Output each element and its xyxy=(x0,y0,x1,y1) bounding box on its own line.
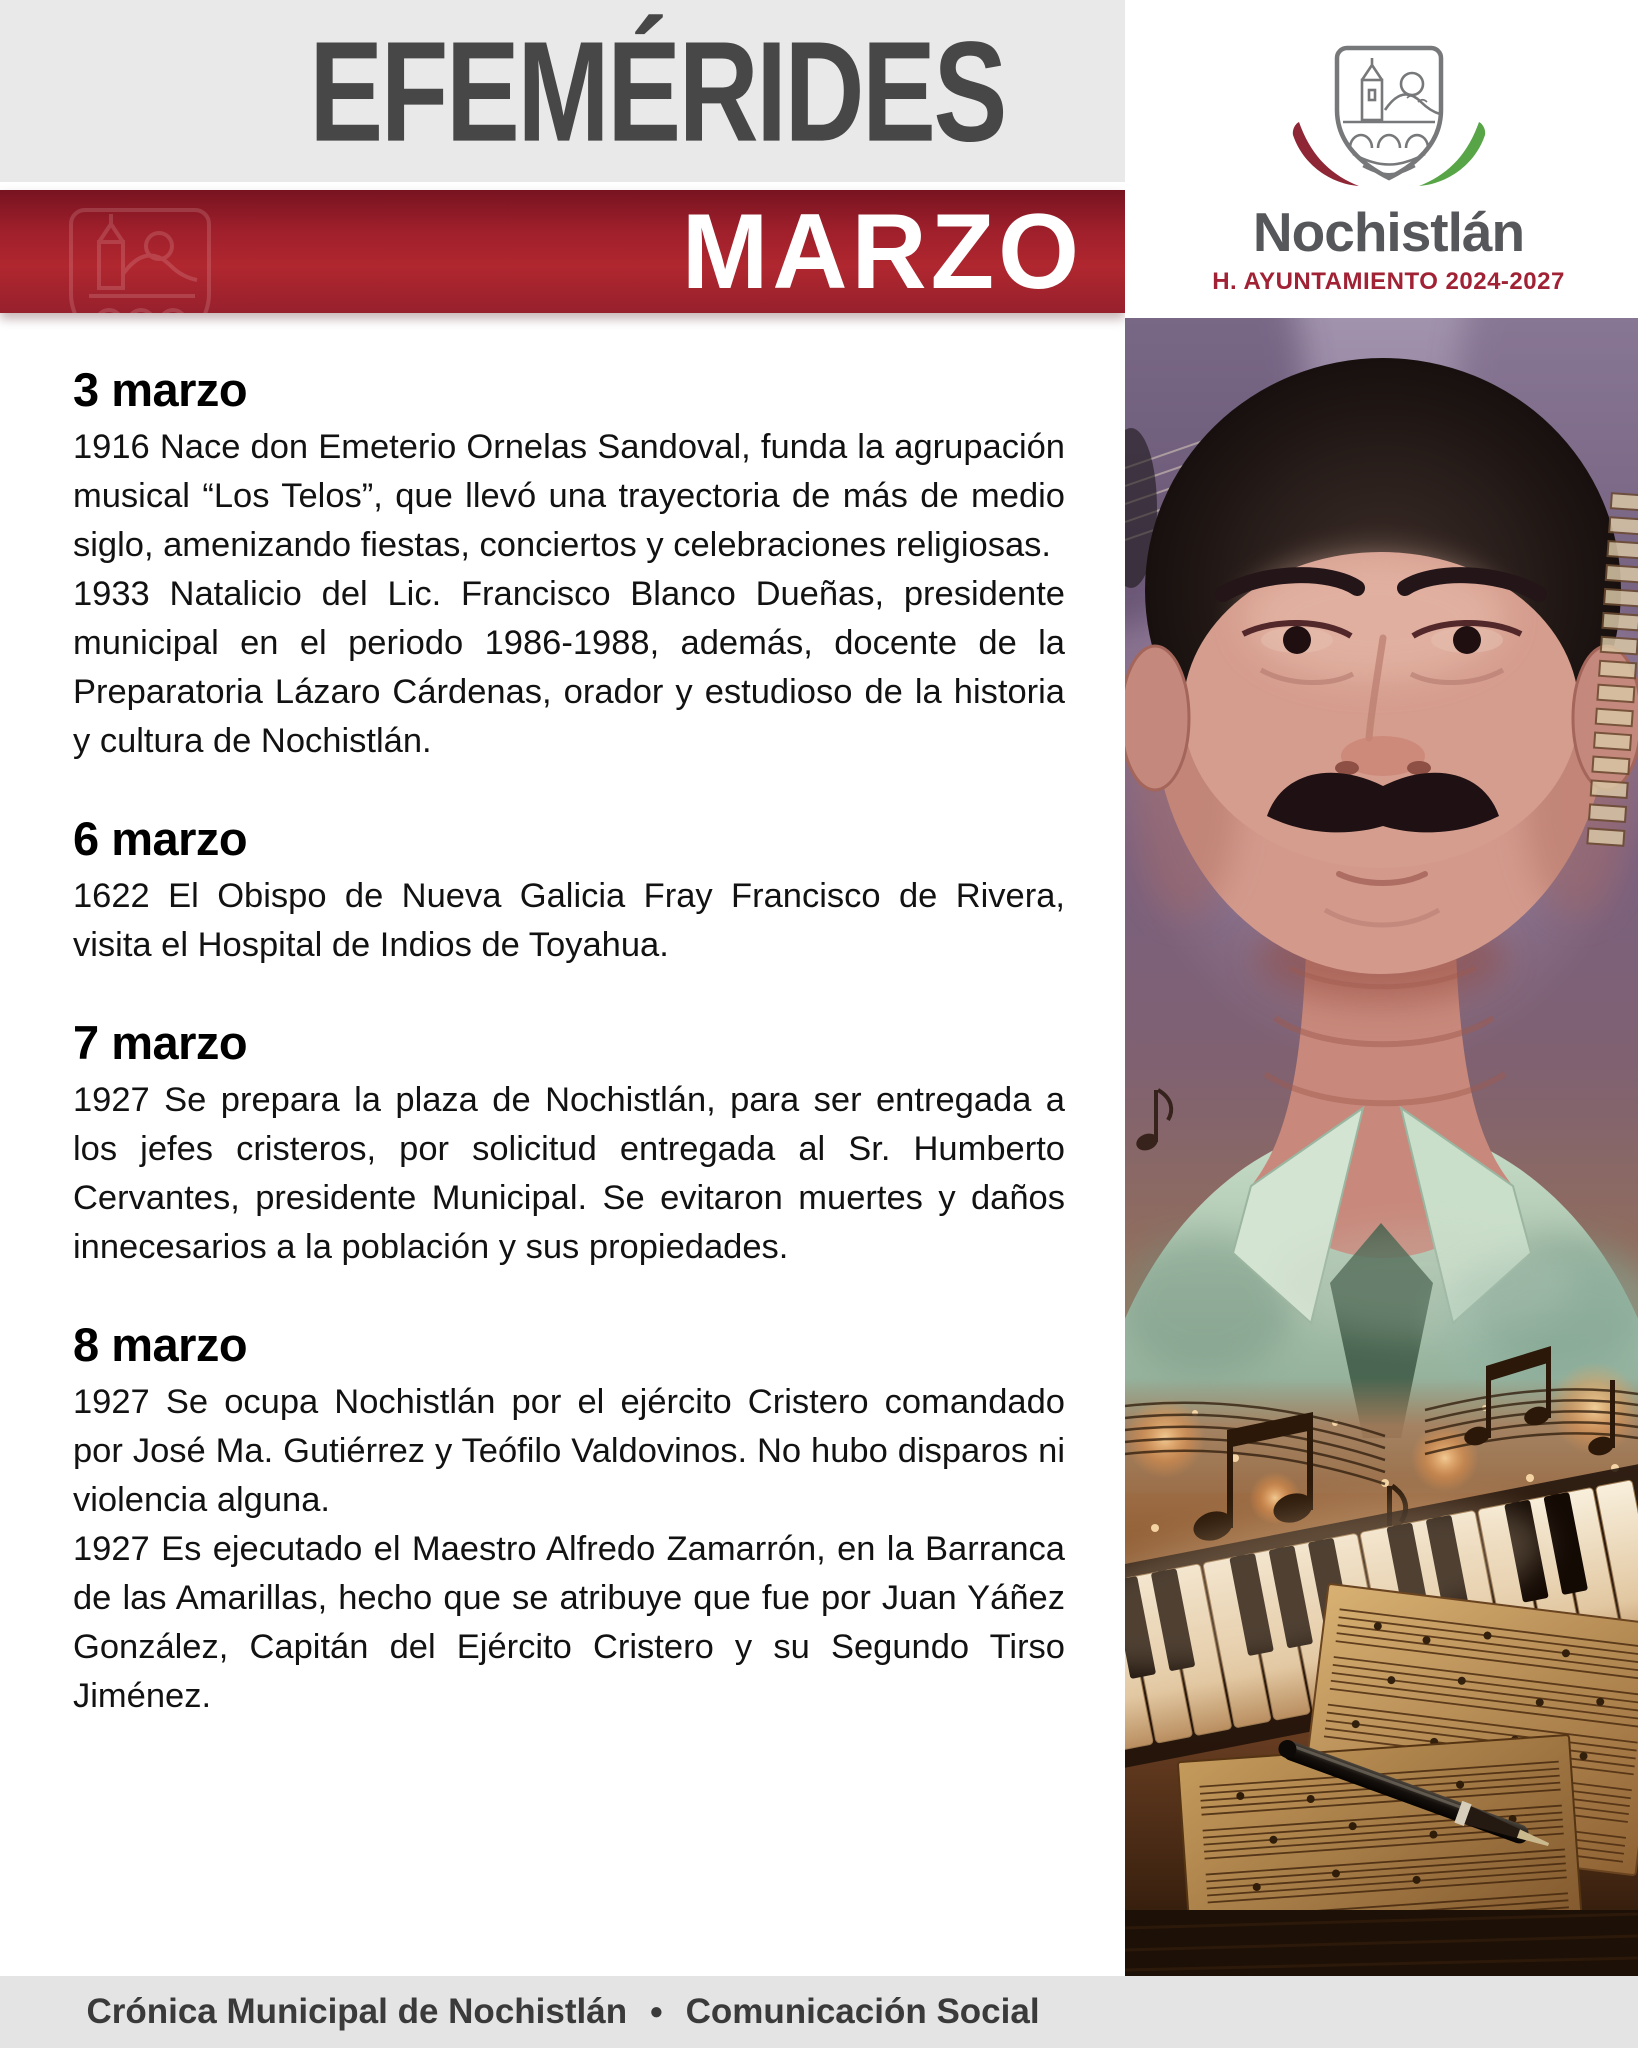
events-content xyxy=(73,363,1065,1721)
event-paragraph: 1927 Es ejecutado el Maestro Alfredo Zamarrón, en la Barranca de las Amarillas, hecho que se atribuye que fue por Juan Yáñez González, Capitán del Ejército Cristero y su Segundo Tirso Jiménez. xyxy=(73,1530,1065,1715)
municipal-logo-panel xyxy=(1125,0,1638,318)
event-paragraph: 1916 Nace don Emeterio Ornelas Sandoval, funda la agrupación musical “Los Telos”, que llevó una trayectoria de más de medio siglo, amenizando fiestas, conciertos y celebraciones religiosas. xyxy=(73,428,1065,564)
ear xyxy=(1125,646,1189,790)
event-paragraph: 1933 Natalicio del Lic. Francisco Blanco Dueñas, presidente municipal en el periodo 1986-1988, además, docente de la Preparatoria Lázaro Cárdenas, orador y estudioso de la historia y cultura de Nochistlán. xyxy=(73,575,1065,760)
event-paragraph: 1927 Se prepara la plaza de Nochistlán, para ser entregada a los jefes cristeros, por solicitud entregada al Sr. Humberto Cervantes, presidente Municipal. Se evitaron muertes y daños innecesarios a la población y sus propiedades. xyxy=(73,1081,1065,1266)
municipal-logo xyxy=(1139,0,1638,296)
footer-band xyxy=(0,1976,1638,2048)
eye xyxy=(1453,626,1481,654)
event-section xyxy=(73,1016,1065,1272)
event-paragraph: 1927 Se ocupa Nochistlán por el ejército Cristero comandado por José Ma. Gutiérrez y Teófilo Valdovinos. No hubo disparos ni violencia alguna. xyxy=(73,1383,1065,1519)
month-banner xyxy=(0,190,1125,313)
footer-left-label: Crónica Municipal de Nochistlán xyxy=(86,1992,628,2031)
event-section xyxy=(73,363,1065,766)
logo-subtitle: H. AYUNTAMIENTO 2024-2027 xyxy=(1212,268,1565,295)
eye xyxy=(1283,626,1311,654)
shield-icon xyxy=(1239,34,1539,202)
date-heading: 6 marzo xyxy=(73,812,248,865)
event-section xyxy=(73,812,1065,970)
shield-watermark-icon xyxy=(55,204,225,313)
portrait-photo xyxy=(1125,318,1638,1976)
date-heading: 3 marzo xyxy=(73,363,248,416)
header-band xyxy=(0,0,1125,182)
month-title: MARZO xyxy=(681,191,1083,312)
date-heading: 7 marzo xyxy=(73,1016,248,1069)
date-heading: 8 marzo xyxy=(73,1318,248,1371)
page-title: EFEMÉRIDES xyxy=(309,11,1006,171)
bullet-separator-icon: ● xyxy=(649,1998,664,2025)
footer-right-label: Comunicación Social xyxy=(685,1992,1040,2031)
event-section xyxy=(73,1318,1065,1721)
footer-credits xyxy=(0,1976,1126,2048)
event-paragraph: 1622 El Obispo de Nueva Galicia Fray Francisco de Rivera, visita el Hospital de Indios de Toyahua. xyxy=(73,877,1065,964)
logo-wordmark: Nochistlán xyxy=(1252,201,1525,263)
